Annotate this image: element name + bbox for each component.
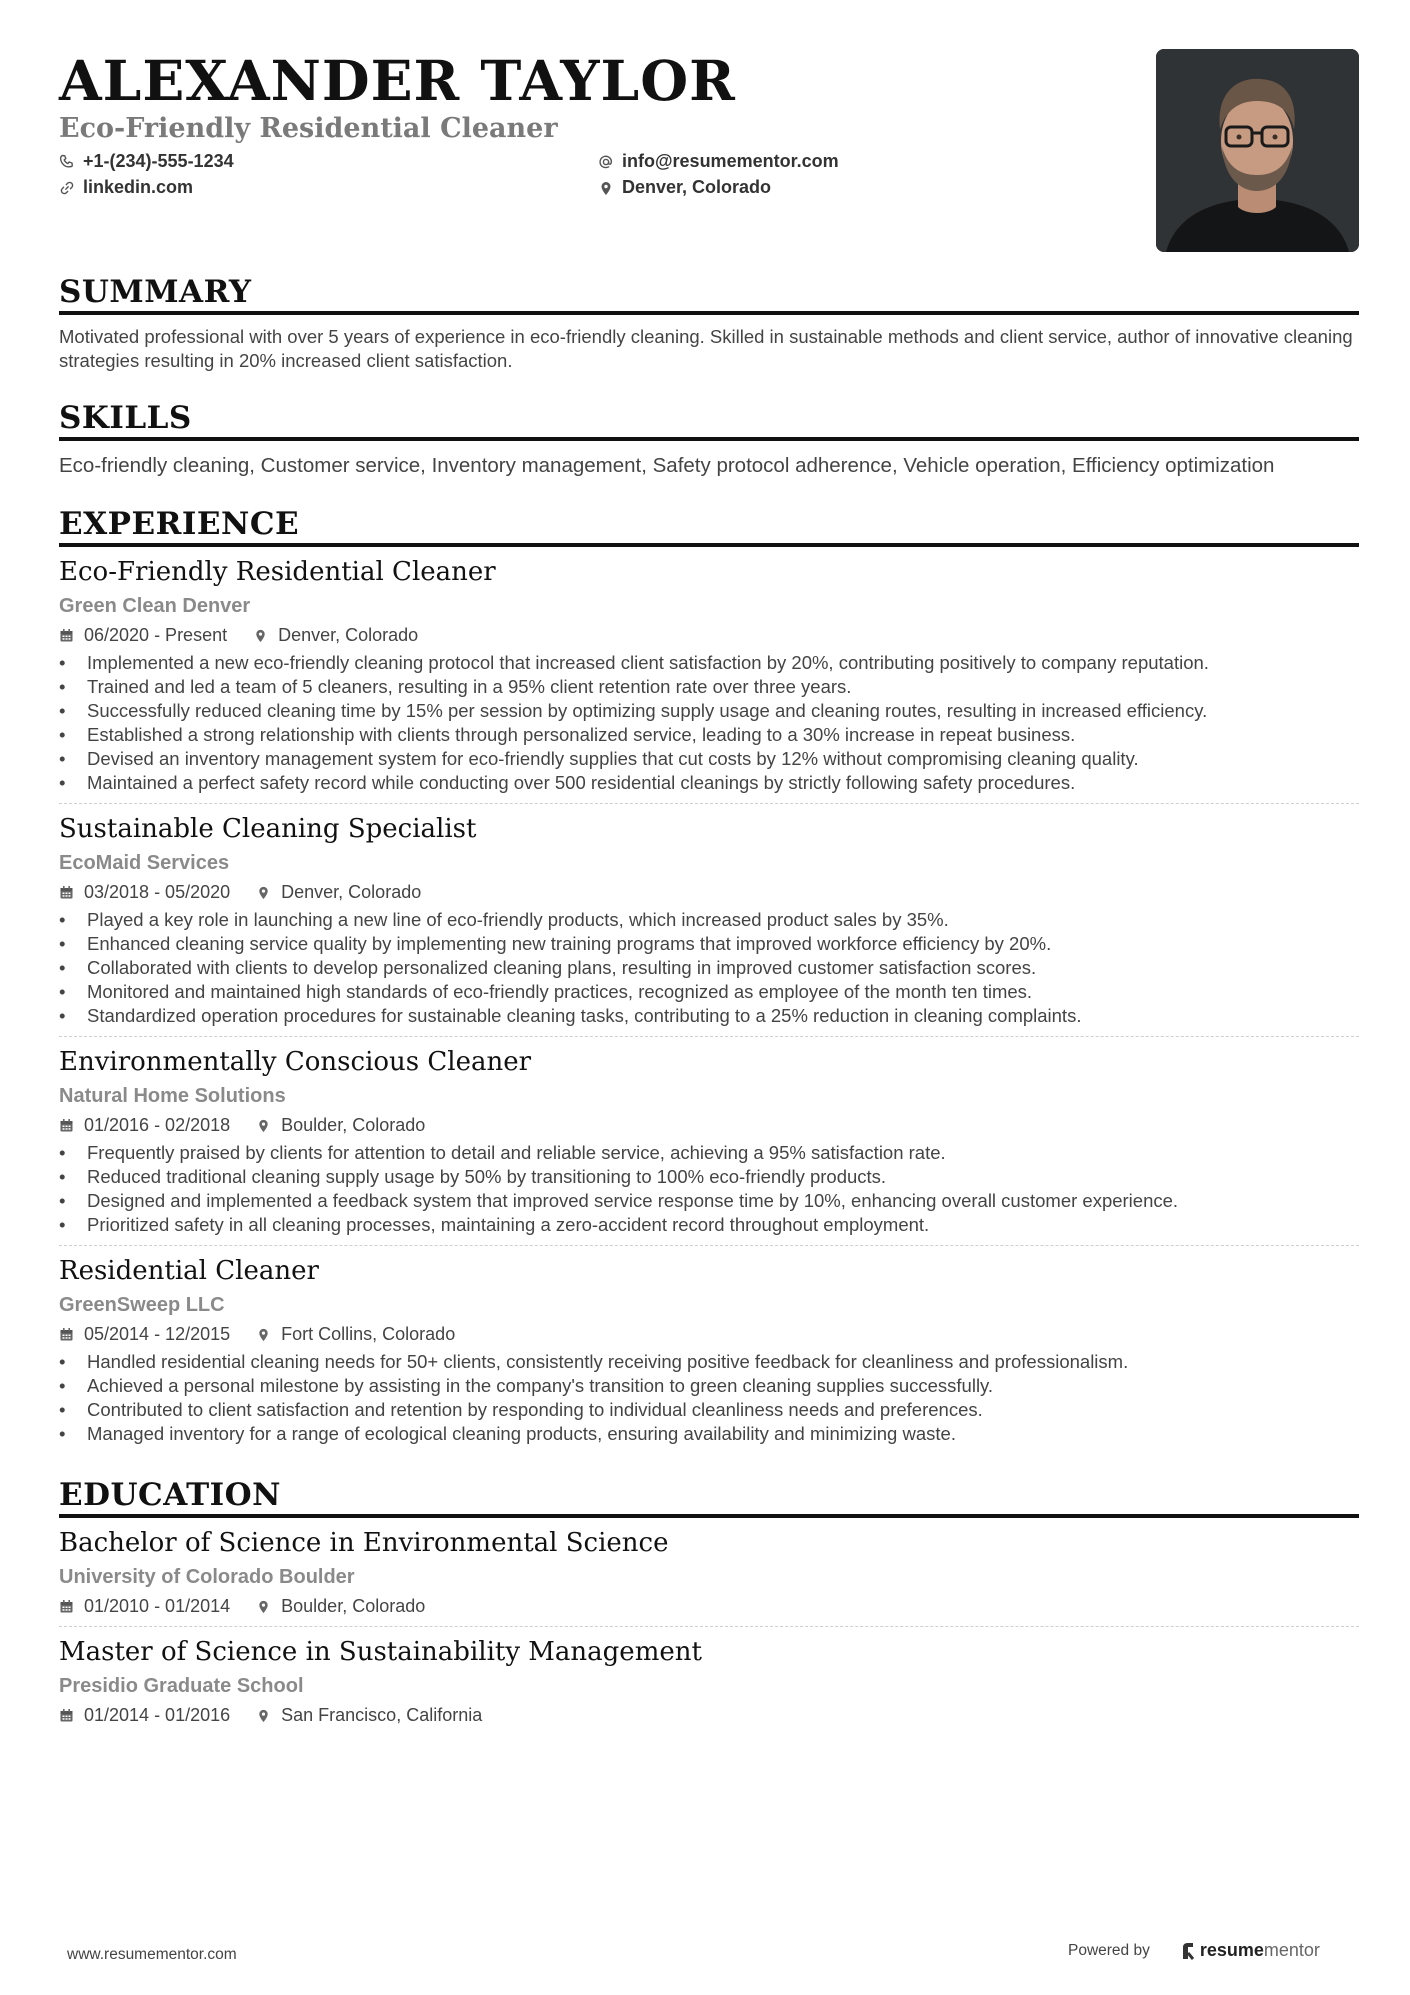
job-location [253,623,418,647]
bullet-item: • Managed inventory for a range of ecological cleaning products, ensuring availability and minimizing waste. [59,1422,1359,1446]
location-text: Denver, Colorado [622,177,772,197]
job-bullets [59,1141,1359,1237]
job-entry [59,1246,1359,1454]
job-location [256,1322,455,1346]
calendar-icon [59,885,74,900]
powered-by-text: Powered by [1068,1941,1150,1959]
education-location [256,1703,482,1727]
education-organization: University of Colorado Boulder [59,1566,355,1588]
resumementor-logo[interactable] [1180,1940,1320,1961]
location-pin-icon [256,1327,271,1342]
job-meta [59,1113,1359,1137]
bullet-item: • Monitored and maintained high standards of eco-friendly practices, recognized as employee of the month ten times. [59,980,1359,1004]
job-location-text: Boulder, Colorado [281,1115,426,1135]
education-meta [59,1703,1359,1727]
job-dates: 01/2016 - 02/2018 [84,1115,231,1135]
contact-phone [59,150,598,173]
linkedin-text[interactable]: linkedin.com [83,177,194,197]
job-dates: 06/2020 - Present [84,625,228,645]
job-organization: Natural Home Solutions [59,1085,286,1107]
bullet-item: • Played a key role in launching a new line of eco-friendly products, which increased product sales by 35%. [59,908,1359,932]
bullet-item: • Collaborated with clients to develop personalized cleaning plans, resulting in improved customer satisfaction scores. [59,956,1359,980]
bullet-item: • Frequently praised by clients for attention to detail and reliable service, achieving a 95% satisfaction rate. [59,1141,1359,1165]
bullet-item: • Trained and led a team of 5 cleaners, resulting in a 95% client retention rate over three years. [59,675,1359,699]
candidate-title: Eco-Friendly Residential Cleaner [59,113,558,144]
location-pin-icon [256,1708,271,1723]
bullet-item: • Devised an inventory management system for eco-friendly supplies that cut costs by 12% without compromising cleaning quality. [59,747,1359,771]
location-pin-icon [256,1599,271,1614]
education-title: Master of Science in Sustainability Management [59,1637,702,1667]
contact-email[interactable] [598,150,998,173]
link-icon [59,180,75,196]
job-location [256,880,421,904]
experience-list [59,547,1359,1454]
candidate-name: ALEXANDER TAYLOR [59,48,736,113]
job-entry [59,547,1359,804]
education-location-text: San Francisco, California [281,1705,483,1725]
bullet-item: • Implemented a new eco-friendly cleaning protocol that increased client satisfaction by 20%, contributing positively to company reputation. [59,651,1359,675]
brand-light-text: mentor [1263,1940,1320,1960]
phone-text: +1-(234)-555-1234 [83,151,234,171]
bullet-item: • Handled residential cleaning needs for 50+ clients, consistently receiving positive feedback for cleanliness and professionalism. [59,1350,1359,1374]
bullet-item: • Successfully reduced cleaning time by 15% per session by optimizing supply usage and cleaning routes, resulting in increased efficiency. [59,699,1359,723]
location-pin-icon [253,628,268,643]
education-meta [59,1594,1359,1618]
calendar-icon [59,1327,74,1342]
calendar-icon [59,628,74,643]
resumementor-logo-icon [1180,1941,1196,1961]
resume-page [59,48,1359,1725]
job-bullets [59,651,1359,795]
job-organization: Green Clean Denver [59,595,251,617]
job-bullets [59,908,1359,1028]
job-location [256,1113,425,1137]
job-meta [59,880,1359,904]
job-dates: 05/2014 - 12/2015 [84,1324,231,1344]
bullet-item: • Achieved a personal milestone by assisting in the company's transition to green cleaning supplies successfully. [59,1374,1359,1398]
education-entry [59,1627,1359,1735]
education-location-text: Boulder, Colorado [281,1596,426,1616]
education-section [59,1476,1359,1735]
job-title: Eco-Friendly Residential Cleaner [59,557,496,587]
job-dates: 03/2018 - 05/2020 [84,882,231,902]
footer-branding [1068,1940,1320,1961]
bullet-item: • Standardized operation procedures for sustainable cleaning tasks, contributing to a 25% reduction in cleaning complaints. [59,1004,1359,1028]
bullet-item: • Designed and implemented a feedback system that improved service response time by 10%, enhancing overall customer experience. [59,1189,1359,1213]
job-meta [59,623,1359,647]
bullet-item: • Prioritized safety in all cleaning processes, maintaining a zero-accident record throughout employment. [59,1213,1359,1237]
education-title: Bachelor of Science in Environmental Science [59,1528,669,1558]
education-location [256,1594,425,1618]
bullet-item: • Enhanced cleaning service quality by implementing new training programs that improved workforce efficiency by 20%. [59,932,1359,956]
at-icon [598,154,614,170]
location-pin-icon [598,180,614,196]
education-list [59,1518,1359,1735]
calendar-icon [59,1708,74,1723]
summary-section-body [59,273,1359,373]
skills-heading: SKILLS [59,399,1359,441]
job-location-text: Fort Collins, Colorado [281,1324,456,1344]
bullet-item: • Maintained a perfect safety record while conducting over 500 residential cleanings by strictly following safety procedures. [59,771,1359,795]
contact-linkedin[interactable] [59,176,598,199]
skills-section [59,399,1359,479]
job-entry [59,1037,1359,1246]
summary-heading: SUMMARY [59,273,1359,315]
job-location-text: Denver, Colorado [278,625,419,645]
experience-section [59,505,1359,1454]
education-organization: Presidio Graduate School [59,1675,304,1697]
education-dates: 01/2014 - 01/2016 [84,1705,231,1725]
job-bullets [59,1350,1359,1446]
skills-text: Eco-friendly cleaning, Customer service, Inventory management, Safety protocol adherence, Vehicle operation, Efficiency optimization [59,454,1275,477]
phone-icon [59,154,75,170]
job-entry [59,804,1359,1037]
brand-bold-text: resume [1199,1940,1264,1960]
experience-heading: EXPERIENCE [59,505,1359,547]
resume-header [59,48,1359,253]
education-heading: EDUCATION [59,1476,1359,1518]
calendar-icon [59,1118,74,1133]
job-title: Environmentally Conscious Cleaner [59,1047,532,1077]
footer-website[interactable]: www.resumementor.com [67,1946,237,1963]
education-dates: 01/2010 - 01/2014 [84,1596,231,1616]
location-pin-icon [256,1118,271,1133]
profile-photo [1156,49,1359,252]
job-organization: EcoMaid Services [59,852,230,874]
education-entry [59,1518,1359,1627]
location-pin-icon [256,885,271,900]
calendar-icon [59,1599,74,1614]
job-organization: GreenSweep LLC [59,1294,225,1316]
contact-location [598,176,998,199]
bullet-item: • Reduced traditional cleaning supply usage by 50% by transitioning to 100% eco-friendly products. [59,1165,1359,1189]
job-title: Residential Cleaner [59,1256,319,1286]
summary-text: Motivated professional with over 5 years of experience in eco-friendly cleaning. Skilled in sustainable methods and client service, author of innovative cleaning strategies resulting in 20% increased client satisfaction. [59,326,1353,371]
email-text[interactable]: info@resumementor.com [622,151,839,171]
job-title: Sustainable Cleaning Specialist [59,814,477,844]
bullet-item: • Established a strong relationship with clients through personalized service, leading to a 30% increase in repeat business. [59,723,1359,747]
job-meta [59,1322,1359,1346]
bullet-item: • Contributed to client satisfaction and retention by responding to individual cleanliness needs and preferences. [59,1398,1359,1422]
job-location-text: Denver, Colorado [281,882,422,902]
